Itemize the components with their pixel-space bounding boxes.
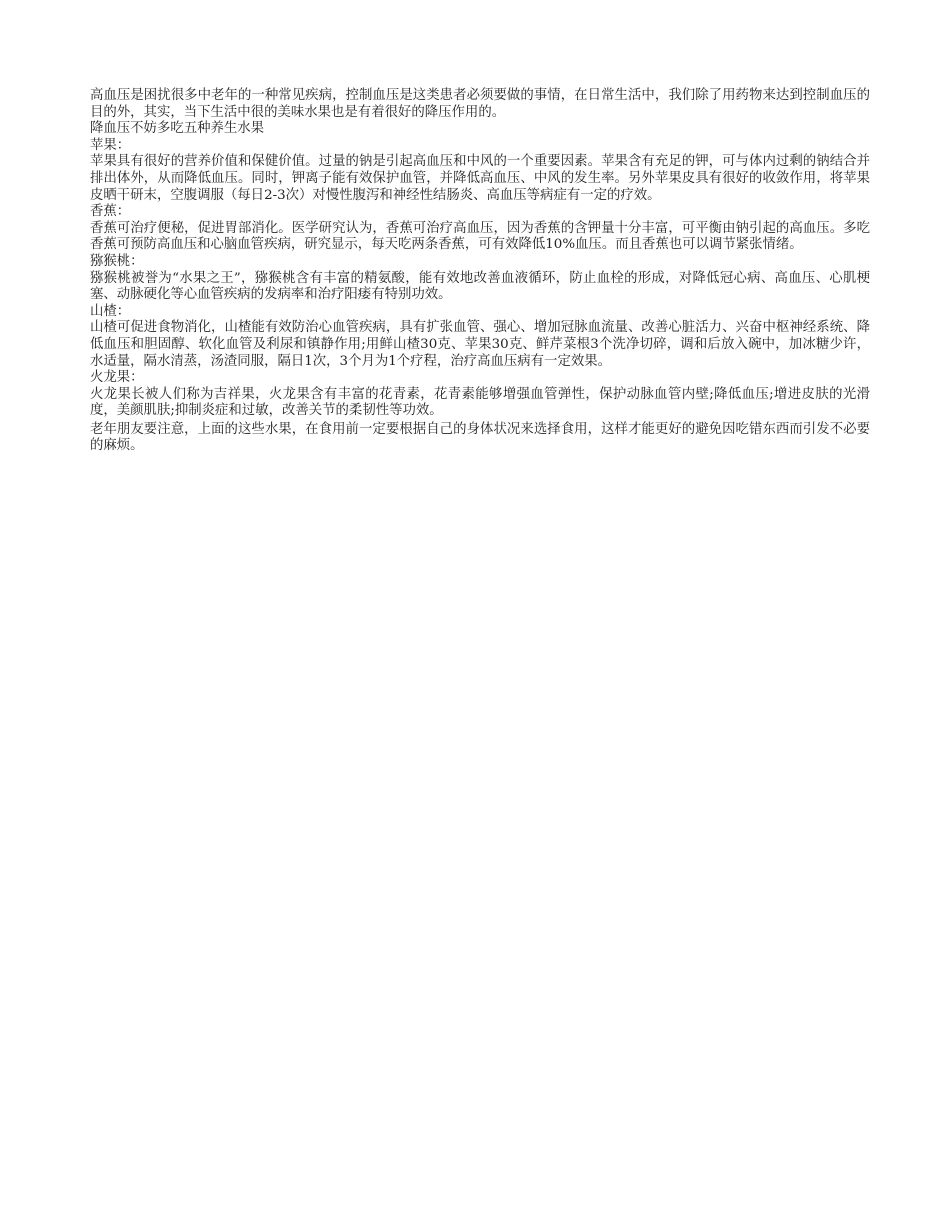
intro-paragraph: 高血压是困扰很多中老年的一种常见疾病，控制血压是这类患者必须要做的事情，在日常生活中，我们除了用药物来达到控制血压的目的外，其实，当下生活中很的美味水果也是有着很好的降压作用的。 xyxy=(90,88,870,120)
section-title-kiwi: 猕猴桃： xyxy=(90,253,144,269)
article-heading: 降血压不妨多吃五种养生水果 xyxy=(90,121,265,137)
section-paragraph-apple: 苹果具有很好的营养价值和保健价值。过量的钠是引起高血压和中风的一个重要因素。苹果含有充足的钾，可与体内过剩的钠结合并排出体外，从而降低血压。同时，钾离子能有效保护血管，并降低高血压、中风的发生率。另外苹果皮具有很好的收敛作用，将苹果皮晒干研末，空腹调服（每日2-3次）对慢性腹泻和神经性结肠炎、高血压等病症有一定的疗效。 xyxy=(90,154,870,203)
section-paragraph-kiwi: 猕猴桃被誉为“水果之王”，猕猴桃含有丰富的精氨酸，能有效地改善血液循环，防止血栓的形成，对降低冠心病、高血压、心肌梗塞、动脉硬化等心血管疾病的发病率和治疗阳痿有特别功效。 xyxy=(90,270,870,303)
section-title-banana: 香蕉： xyxy=(90,204,131,220)
section-title-dragonfruit: 火龙果： xyxy=(90,370,144,386)
section-paragraph-dragonfruit: 火龙果长被人们称为吉祥果，火龙果含有丰富的花青素，花青素能够增强血管弹性，保护动脉血管内壁;降低血压;增进皮肤的光滑度，美颜肌肤;抑制炎症和过敏，改善关节的柔韧性等功效。 xyxy=(90,386,870,419)
section-paragraph-hawthorn: 山楂可促进食物消化，山楂能有效防治心血管疾病，具有扩张血管、强心、增加冠脉血流量、改善心脏活力、兴奋中枢神经系统、降低血压和胆固醇、软化血管及利尿和镇静作用;用鲜山楂30克、苹果30克、鲜芹菜根3个洗净切碎，调和后放入碗中，加冰糖少许，水适量，隔水清蒸，汤渣同服，隔日1次，3个月为1个疗程，治疗高血压病有一定效果。 xyxy=(90,320,870,369)
article-body xyxy=(90,88,870,455)
conclusion-paragraph: 老年朋友要注意，上面的这些水果，在食用前一定要根据自己的身体状况来选择食用，这样才能更好的避免因吃错东西而引发不必要的麻烦。 xyxy=(90,421,870,454)
section-title-hawthorn: 山楂： xyxy=(90,303,131,319)
section-paragraph-banana: 香蕉可治疗便秘，促进胃部消化。医学研究认为，香蕉可治疗高血压，因为香蕉的含钾量十分丰富，可平衡由钠引起的高血压。多吃香蕉可预防高血压和心脑血管疾病，研究显示，每天吃两条香蕉，可有效降低10%血压。而且香蕉也可以调节紧张情绪。 xyxy=(90,220,870,253)
section-title-apple: 苹果： xyxy=(90,137,131,153)
